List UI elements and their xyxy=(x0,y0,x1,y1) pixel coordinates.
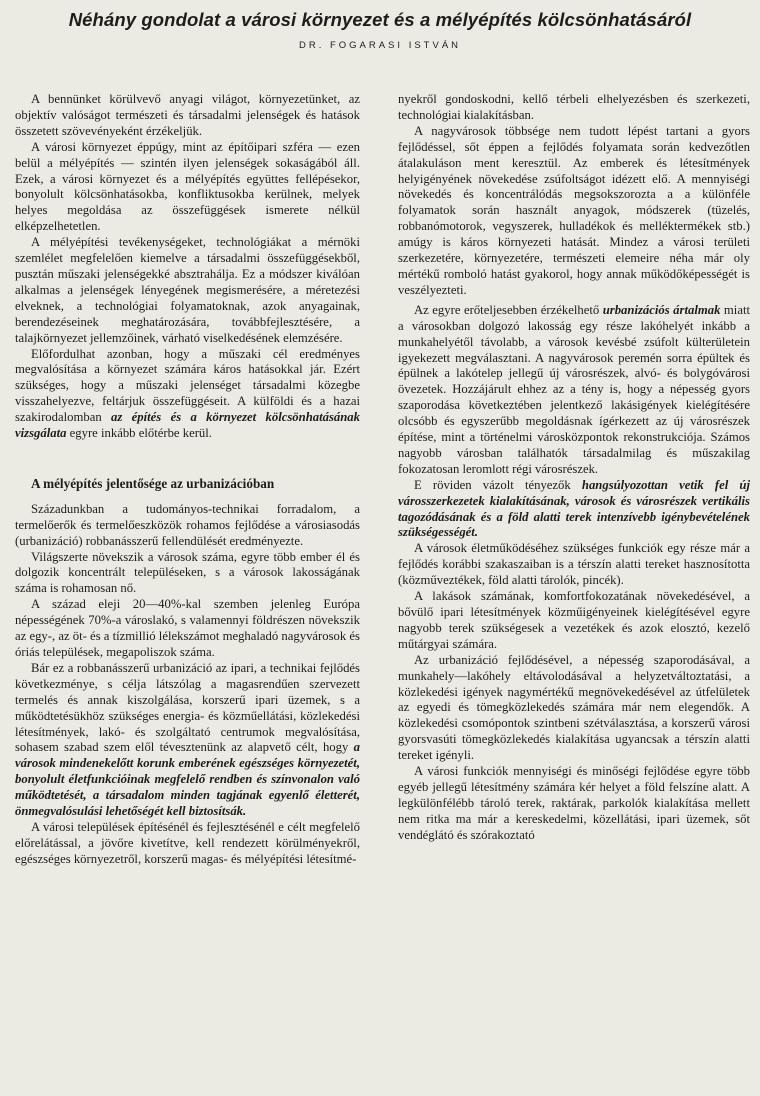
paragraph: A városi funkciók mennyiségi és minőségi fejlődése egyre több egyéb jellegű létesítmény számára kér helyet a föld felszíne alatt. A legkülönfélébb tároló terek, raktárak, parkolók kialakítása mellett nem ritka ma már a kereskedelmi, közellátási, ipari üzemek, sőt vendéglátó és szórakoztató xyxy=(398,764,750,842)
left-column xyxy=(15,92,360,868)
paragraph: A század eleji 20—40%-kal szemben jelenleg Európa népességének 70%-a városlakó, s valamennyi földrészen növekszik az egy-, az öt- és a tízmillió lélekszámot meghaladó nagyvárosok és óriás települések, megapoliszok száma. xyxy=(15,597,360,659)
section-heading: A mélyépítés jelentősége az urbanizációban xyxy=(31,475,275,491)
paragraph: A lakások számának, komfortfokozatának növekedésével, a bővülő ipari létesítmények közműigényeinek kielégítésével egyre nagyobb terek szükségesek a vezetékek és azok elosztó, kezelő műtárgyai számára. xyxy=(398,589,750,651)
paragraph: A városi települések építésénél és fejlesztésénél e célt megfelelő előrelátással, a jövőre kivetítve, kell rendezett körülményekről, egészséges környezetről, korszerű magas- és mélyépítési létesítmé- xyxy=(15,819,360,866)
paragraph: Az egyre erőteljesebben érzékelhető urbanizációs ártalmak miatt a városokban dolgozó lakosság egy része lakóhelyét inkább a munkahelyétől távolabb, a városok kevésbé zsúfolt külterületein igyekezett megválasztani. A nagyvárosok peremén sorra épültek és épülnek a lakótelep jellegű új városrészek, alvó- és bolygóvárosi övezetek. Hozzájárult ehhez az a tény is, hogy a népesség gyors szaporodása következtében jelentkező lakásigények kielégítésére olcsóbb és egyszerűbb megoldásnak ígérkezett az új városrészek építése, mint a történelmi városközpontok rekonstrukciója. Számos nagyobb városban találhatók társadalmilag és műszakilag fokozatosan leromlott régi városrészek. xyxy=(398,302,750,476)
paragraph: A bennünket körülvevő anyagi világot, környezetünket, az objektív valóságot természeti és társadalmi jelenségek és hatások összetett szövevényeként érzékeljük. xyxy=(15,92,360,138)
paragraph: Századunkban a tudományos-technikai forradalom, a termelőerők és termelőeszközök rohamos fejlődése a városiasodás (urbanizáció) robbanásszerű fellendülését eredményezte. xyxy=(15,501,360,548)
article-title: Néhány gondolat a városi környezet és a mélyépítés kölcsönhatásáról xyxy=(68,9,692,30)
paragraph: A városi környezet éppúgy, mint az építőipari szféra — ezen belül a mélyépítés — szintén ilyen jelenségek sokaságából áll. Ezek, a városi környezet és a mélyépítés együttes fellépésekor, bonyolult kölcsönhatásokba, konfliktusokba kerülnek, melyek helyes megoldása az összefüggések ismerete nélkül elképzelhetetlen. xyxy=(15,139,360,234)
article-author: DR. FOGARASI ISTVÁN xyxy=(298,40,462,51)
paragraph: nyekről gondoskodni, kellő térbeli elhelyezésben és szerkezeti, technológiai kialakításban. xyxy=(398,92,750,122)
paragraph: Az urbanizáció fejlődésével, a népesség szaporodásával, a munkahely—lakóhely eltávolodásával a helyzetváltoztatási, a közlekedési igények nagymértékű megnövekedésével az útfelületek az egyedi és tömegközlekedés számára már nem elegendők. A közlekedési csomópontok szintbeni szétválasztása, a korszerű városi gyorsvasúti tömegközlekedés kialakítása ugyancsak a térszín alatti tereket igényli. xyxy=(398,652,750,763)
paragraph: Világszerte növekszik a városok száma, egyre több ember él és dolgozik koncentrált településeken, s a városok lakosságának száma is rohamosan nő. xyxy=(15,549,360,596)
paragraph: Előfordulhat azonban, hogy a műszaki cél eredményes megvalósítása a környezet számára káros hatásokkal jár. Ezért szükséges, hogy a műszaki jelenséget társadalmi közegbe visszahelyezve, feltárjuk összefüggéseit. A külföldi és a hazai szakirodalomban az építés és a környezet kölcsönhatásának vizsgálata egyre inkább előtérbe kerül. xyxy=(15,346,360,441)
paragraph: A mélyépítési tevékenységeket, technológiákat a mérnöki szemlélet megfelelően kiemelve a társadalmi összefüggésekből, pusztán műszaki jelenségekké absztrahálja. Ez a módszer kiválóan alkalmas a jelenségek lényegének megismerésére, a méretezési elveknek, a technológiai folyamatoknak, azok anyagainak, berendezéseinek meghatározására, továbbfejlesztésére, a talajkörnyezet jellemzőinek, várható viselkedésének elemzésére. xyxy=(15,235,360,345)
paragraph: Bár ez a robbanásszerű urbanizáció az ipari, a technikai fejlődés következménye, s célja látszólag a magasrendűen szervezett termelés és annak kiszolgálása, korszerű ipari üzemek, s a működtetésükhöz szükséges energia- és közműellátási, közlekedési létesítmények, lakó- és szolgáltató centrumok megvalósítása, sohasem szabad szem elől tévesztenünk az alapvető célt, hogy a városok mindenekelőtt korunk emberének egészséges környezetét, bonyolult életfunkcióinak megfelelő rendben és színvonalon való működtetését, a társadalom minden tagjának egyenlő életterét, önmegvalósulási lehetőségét kell biztosítsák. xyxy=(15,660,360,819)
paragraph: A nagyvárosok többsége nem tudott lépést tartani a gyors fejlődéssel, sőt éppen a fejlődés folyamata során kedvezőtlen átalakuláson ment keresztül. Az emberek és létesítmények helyigényének növekedése zsúfoltságot idézett elő. A mennyiségi növekedés és koncentrálódás megsokszorozta a a különféle folyamatok során használt anyagok, módszerek (tüzelés, robbanómotorok, vegyszerek, hulladékok és melléktermékek stb.) amúgy is káros környezeti hatását. Mindez a városi területi szerkezetére, környezetére, természeti elemeire néha már oly mértékű romboló hatást gyakorol, hogy annak működőképességét is veszélyezteti. xyxy=(398,123,750,297)
paragraph: A városok életműködéséhez szükséges funkciók egy része már a fejlődés korábbi szakaszaiban is a térszín alatti tereket hasznosította (közműveztékek, föld alatti tárolók, pincék). xyxy=(398,541,750,588)
paragraph: E röviden vázolt tényezők hangsúlyozottan vetik fel új városszerkezetek kialakításának, városok és városrészek vertikális tagozódásának és a föld alatti terek intenzívebb igénybevételének szükségességét. xyxy=(398,477,750,540)
right-column xyxy=(398,92,750,844)
